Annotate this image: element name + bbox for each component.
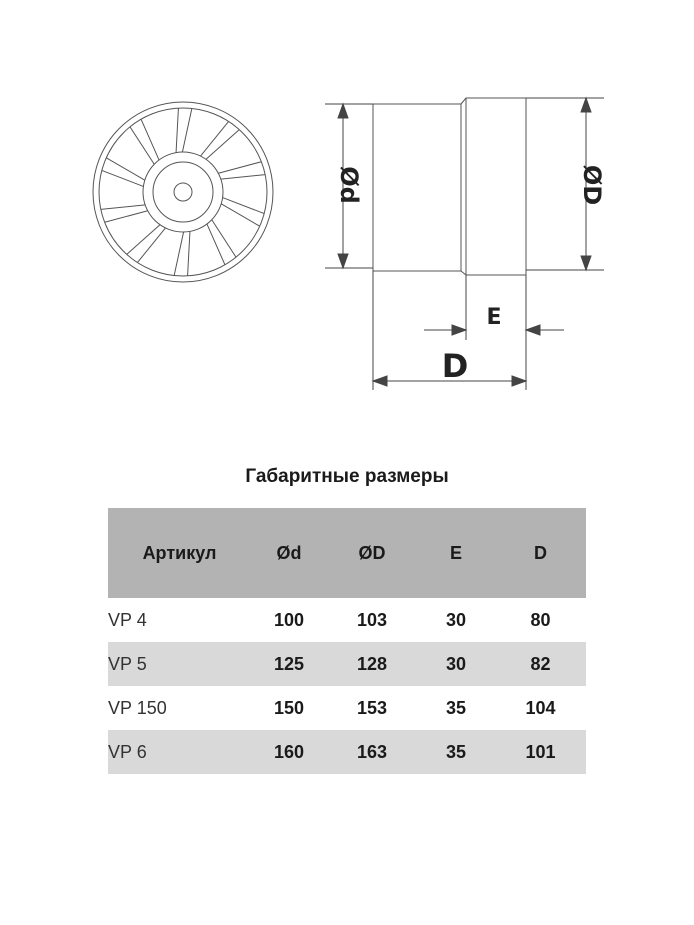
fan-blades [101,108,265,276]
table-title: Габаритные размеры [245,466,449,487]
cell-inner-diameter: 100 [273,609,305,630]
fan-side-view [373,98,526,275]
cell-total-length: 101 [495,730,586,774]
cell-outer-diameter: 163 [327,730,417,774]
cell-inner-diameter: 160 [251,730,327,774]
cell-collar-length: 30 [417,642,495,686]
cell-collar-length: 35 [417,730,495,774]
fan-blade [102,158,145,187]
fan-front-view [93,102,273,282]
cell-article: VP 150 [108,697,167,718]
cell-outer-diameter: 103 [356,609,388,630]
fan-blade [127,225,166,263]
fan-blade [207,220,236,265]
table-header-row [108,508,586,598]
fan-blade [221,198,264,227]
fan-blade [201,121,240,159]
cell-outer-diameter: 153 [356,697,388,718]
header-article: Артикул [108,508,251,598]
cell-total-length: 82 [495,642,586,686]
table-row [108,598,586,642]
cell-inner-diameter: 125 [251,642,327,686]
cell-inner-diameter: 150 [273,697,305,718]
table-row [108,642,586,686]
collar-length-label: E [486,305,502,330]
total-length-label: D [441,347,469,385]
header-outer-diameter: ØD [327,508,417,598]
cell-total-length: 104 [525,697,556,718]
cell-article: VP 4 [108,609,147,630]
table-row [108,730,586,774]
cell-total-length: 80 [530,609,551,630]
outer-diameter-label: ØD [578,164,606,206]
fan-technical-drawing [0,0,694,430]
table-row [108,686,586,730]
inner-diameter-label: Ød [335,166,363,204]
header-collar-length: E [417,508,495,598]
dimensions-table [108,508,586,774]
cell-outer-diameter: 128 [327,642,417,686]
fan-blade [130,119,159,164]
fan-blade [218,162,265,179]
cell-article: VP 6 [108,730,251,774]
fan-blade [176,108,192,152]
cell-collar-length: 35 [445,697,467,718]
fan-blade [174,231,190,275]
fan-blade [101,205,148,222]
cell-article: VP 5 [108,642,251,686]
cell-collar-length: 30 [445,609,467,630]
header-total-length: D [495,508,586,598]
header-inner-diameter: Ød [251,508,327,598]
